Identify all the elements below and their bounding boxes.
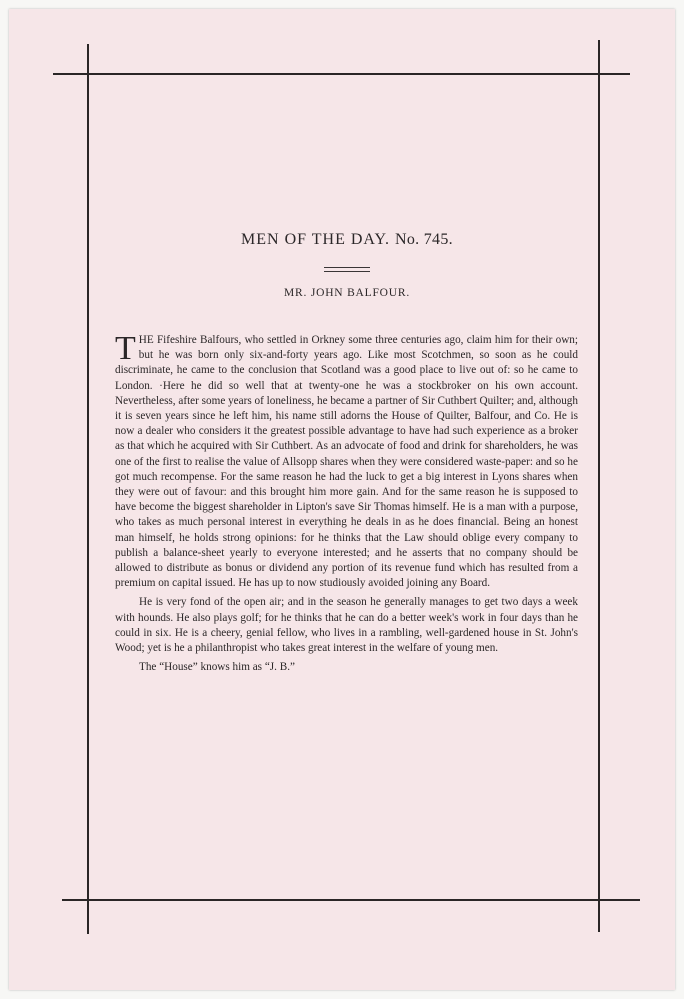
frame-left-rule bbox=[87, 44, 89, 934]
article-body bbox=[115, 330, 578, 679]
title-divider-lower bbox=[324, 271, 370, 272]
subject-name: MR. JOHN BALFOUR. bbox=[283, 287, 411, 299]
paragraph-3: The “House” knows him as “J. B.” bbox=[139, 661, 295, 674]
frame-right-rule bbox=[598, 40, 600, 932]
column-number: No. 745. bbox=[394, 231, 453, 248]
frame-bottom-rule bbox=[62, 899, 640, 901]
drop-cap: T bbox=[115, 330, 136, 367]
frame-top-rule bbox=[53, 73, 630, 75]
paragraph-2: He is very fond of the open air; and in the season he generally manages to get two days a week with hounds. He also plays golf; for he thinks that he can do a better week's work in four days than he could in six. He is a cheery, genial fellow, who lives in a rambling, well-gardened house in St. John's Wood; yet is he a philanthropist who takes great interest in the welfare of young men. bbox=[115, 596, 578, 655]
column-title: MEN OF THE DAY. bbox=[241, 231, 390, 248]
title-divider-upper bbox=[324, 267, 370, 268]
page-title bbox=[88, 231, 606, 249]
paragraph-1 bbox=[115, 330, 578, 591]
paragraph-1-text: HE Fifeshire Balfours, who settled in Orkney some three centuries ago, claim him for their own; but he was born only six-and-forty years ago. Like most Scotchmen, so soon as he could discriminate, he came to the conclusion that Scotland was a good place to live out of: so he came to London. ·Here he did so well that at twenty-one he was a stockbroker on his own account. Nevertheless, after some years of loneliness, he became a partner of Sir Cuthbert Quilter; and, although it is seven years since he left him, his name still adorns the House of Quilter, Balfour, and Co. He is now a dealer who considers it the greatest possible advantage to have had such experience as a broker as that which he acquired with Sir Cuthbert. As an advocate of food and drink for shareholders, he was one of the first to realise the value of Allsopp shares when they were considered waste-paper: and so he got much recompense. For the same reason he had the luck to get a big interest in Lyons shares when they were out of favour: and this brought him more gain. And for the same reason he is supposed to have become the biggest shareholder in Lipton's save Sir Thomas himself. He is a man with a purpose, who takes as much personal interest in everything he deals in as he does financial. Being an honest man himself, he holds strong opinions: for he thinks that the Law should oblige every company to publish a balance-sheet yearly to everyone interested; and he asserts that no company should be allowed to distribute as bonus or dividend any portion of its revenue fund which has resulted from a premium on capital issued. He has up to now studiously avoided joining any Board. bbox=[115, 334, 578, 590]
